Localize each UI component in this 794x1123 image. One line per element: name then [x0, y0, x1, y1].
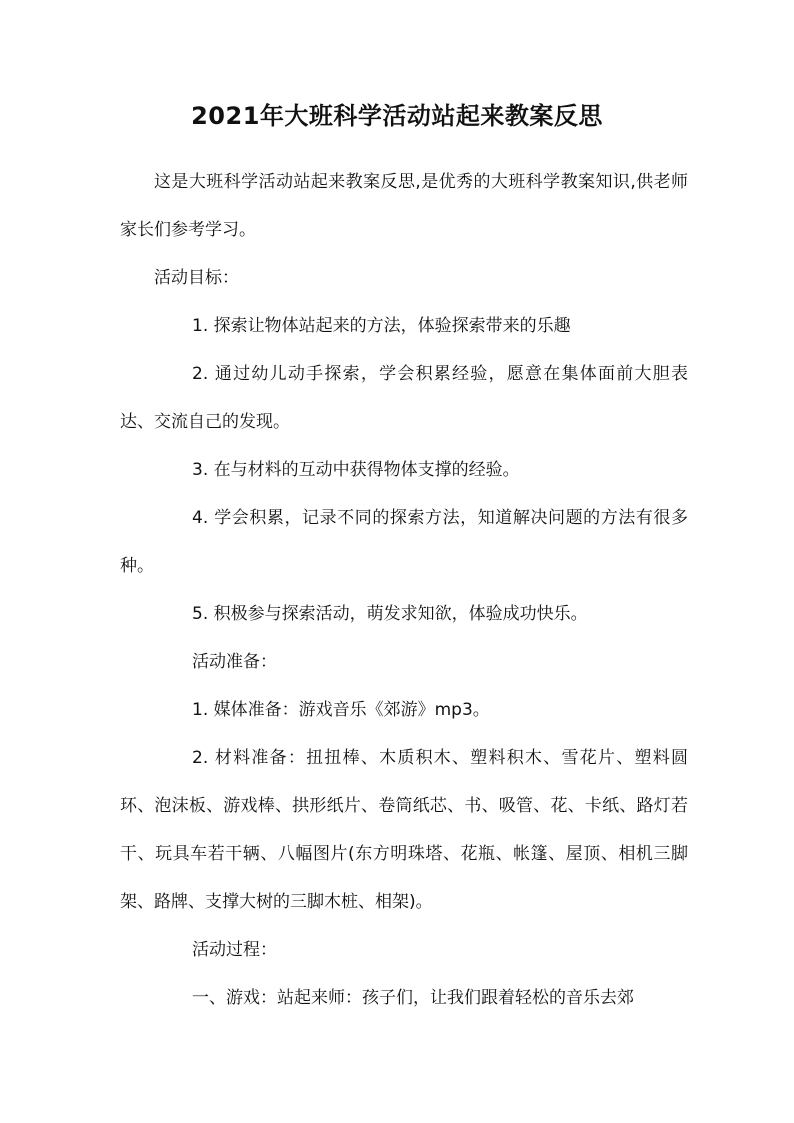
goal-item-3: 3. 在与材料的互动中获得物体支撑的经验。: [192, 460, 520, 480]
document-title: 2021年大班科学活动站起来教案反思: [191, 102, 603, 130]
goal-item-4: 4. 学会积累，记录不同的探索方法，知道解决问题的方法有很多种。: [120, 508, 688, 576]
goal-item-2: 2. 通过幼儿动手探索，学会积累经验，愿意在集体面前大胆表达、交流自己的发现。: [120, 364, 688, 432]
preparation-item-2: 2. 材料准备：扭扭棒、木质积木、塑料积木、雪花片、塑料圆环、泡沫板、游戏棒、拱形纸片、卷筒纸芯、书、吸管、花、卡纸、路灯若干、玩具车若干辆、八幅图片(东方明珠塔、花瓶、帐篷、屋顶、相机三脚架、路牌、支撑大树的三脚木桩、相架)。: [120, 748, 688, 912]
preparation-item-1: 1. 媒体准备：游戏音乐《郊游》mp3。: [192, 700, 490, 720]
section-heading-goals: 活动目标：: [154, 268, 239, 288]
process-step-1: 一、游戏：站起来师：孩子们，让我们跟着轻松的音乐去郊: [192, 988, 634, 1008]
intro-paragraph: 这是大班科学活动站起来教案反思,是优秀的大班科学教案知识,供老师家长们参考学习。: [120, 172, 688, 240]
document-body: [120, 158, 688, 1022]
section-heading-preparation: 活动准备：: [192, 652, 277, 672]
goal-item-1: 1. 探索让物体站起来的方法，体验探索带来的乐趣: [192, 316, 571, 336]
section-heading-process: 活动过程：: [192, 940, 277, 960]
goal-item-5: 5. 积极参与探索活动，萌发求知欲，体验成功快乐。: [192, 604, 588, 624]
